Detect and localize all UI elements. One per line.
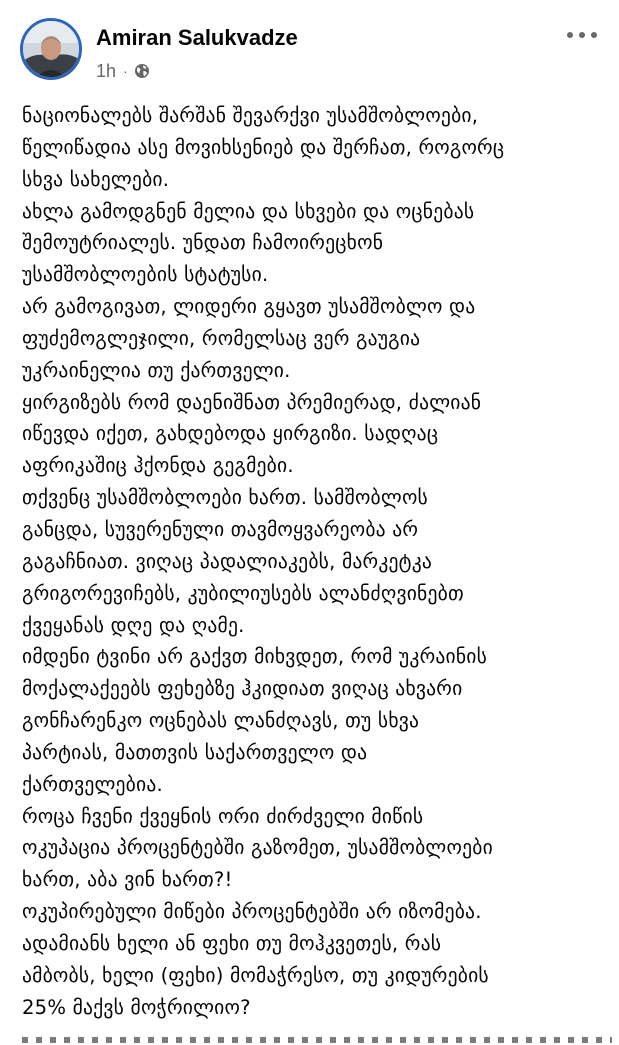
- post-text-line: გონჩარენკო ოცნებას ლანძღავს, თუ სხვა: [22, 709, 420, 733]
- meta-separator: ·: [123, 63, 128, 79]
- post-text-line: არ გამოგივათ, ლიდერი გყავთ უსამშობლო და: [22, 295, 476, 319]
- post-text-line: ყირგიზებს რომ დაენიშნათ პრემიერად, ძალიან: [22, 390, 482, 414]
- more-options-button[interactable]: [567, 26, 597, 44]
- post-text-line: ქართველებია.: [22, 772, 163, 796]
- post-text-line: უსამშობლოების სტატუსი.: [22, 263, 269, 287]
- author-name[interactable]: Amiran Salukvadze: [96, 25, 298, 50]
- truncated-text-line: [22, 1031, 612, 1045]
- post-text-line: აფრიკაშიც ჰქონდა გეგმები.: [22, 454, 294, 478]
- more-dot-icon: [579, 32, 585, 38]
- post-text-line: გრიგორევიჩებს, კუბილიუსებს ალანძღვინებთ: [22, 581, 464, 605]
- post-text-line: განცდა, სუვერენული თავმოყვარეობა არ: [22, 517, 419, 541]
- post-text-line: პარტიას, მათთვის საქართველო და: [22, 740, 368, 764]
- post-text-line: 25% მაქვს მოჭრილიო?: [22, 995, 251, 1019]
- avatar[interactable]: [20, 18, 82, 80]
- post-text-line: იმდენი ტვინი არ გაქვთ მიხვდეთ, რომ უკრაინის: [22, 645, 488, 669]
- post-header: [0, 0, 619, 100]
- post-text-line: შემოუტრიალეს. უნდათ ჩამოირეცხონ: [22, 231, 384, 255]
- post-text-line: ქვეყანას დღე და ღამე.: [22, 613, 245, 637]
- post-text-line: სხვა სახელები.: [22, 167, 170, 191]
- post-text-line: ნაციონალებს შარშან შევარქვი უსამშობლოები,: [22, 104, 479, 127]
- globe-icon[interactable]: [134, 63, 150, 79]
- post-text-line: ადამიანს ხელი ან ფეხი თუ მოჰკვეთეს, რას: [22, 931, 442, 955]
- post-text-line: ამბობს, ხელი (ფეხი) მომაჭრესო, თუ კიდურების: [22, 963, 489, 987]
- post-text: [22, 100, 612, 1045]
- post-text-line: თქვენც უსამშობლოები ხართ. სამშობლოს: [22, 486, 428, 510]
- post-text-line: ოკუპაცია პროცენტებში გაზომეთ, უსამშობლოები: [22, 836, 493, 860]
- more-dot-icon: [591, 32, 597, 38]
- post-text-line: წელიწადია ასე მოვიხსენიებ და შერჩათ, როგორც: [22, 135, 505, 159]
- post-text-line: ოკუპირებული მიწები პროცენტებში არ იზომება.: [22, 900, 482, 924]
- post-text-line: ახლა გამოდგნენ მელია და სხვები და ოცნებას: [22, 199, 475, 223]
- post-text-line: იწევდა იქეთ, გახდებოდა ყირგიზი. სადღაც: [22, 422, 439, 446]
- post-text-line: გაგაჩნიათ. ვიღაც პადალიაკებს, მარკეტკა: [22, 549, 433, 573]
- post-text-line: მოქალაქეებს ფეხებზე ჰკიდიათ ვიღაც ახვარი: [22, 677, 463, 701]
- post-timestamp[interactable]: 1h: [96, 60, 117, 81]
- post-text-line: ხართ, აბა ვინ ხართ?!: [22, 868, 233, 892]
- avatar-photo-icon: [23, 21, 79, 77]
- post-meta: [96, 60, 150, 82]
- more-dot-icon: [567, 32, 573, 38]
- post-text-line: ფუძემოგლეჯილი, რომელსაც ვერ გაუგია: [22, 326, 421, 350]
- post-text-line: როცა ჩვენი ქვეყნის ორი ძირძველი მიწის: [22, 804, 424, 828]
- post-text-line: უკრაინელია თუ ქართველი.: [22, 358, 291, 382]
